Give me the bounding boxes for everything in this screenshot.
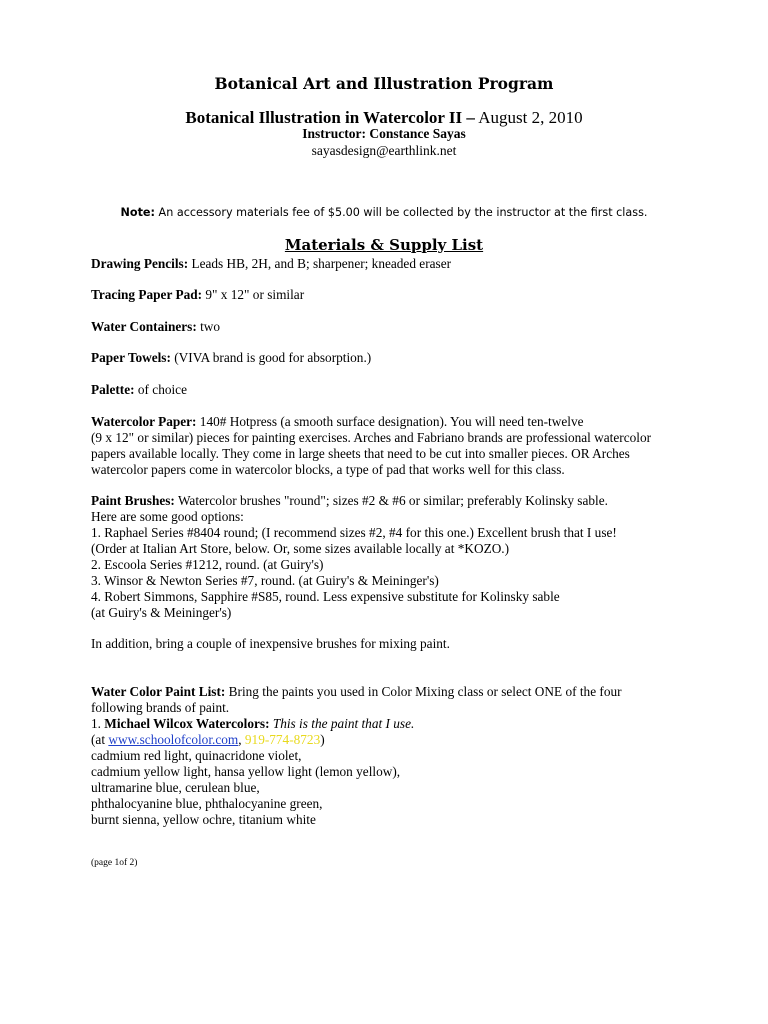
- brushes-line: 4. Robert Simmons, Sapphire #S85, round. Less expensive substitute for Kolinsky sable: [91, 589, 560, 604]
- mixing-brushes-note: In addition, bring a couple of inexpensive brushes for mixing paint.: [91, 636, 450, 651]
- phone-number: 919-774-8723: [244, 732, 321, 747]
- materials-title: Materials & Supply List: [284, 236, 484, 254]
- course-name: Botanical Illustration in Watercolor II –: [185, 108, 475, 127]
- paper-line: papers available locally. They come in large sheets that need to be cut into smaller pieces. OR Arches: [91, 446, 630, 461]
- item-label: Tracing Paper Pad:: [91, 287, 203, 302]
- paren-close: ): [320, 732, 325, 747]
- item-label: Drawing Pencils:: [91, 256, 189, 271]
- item-text: Watercolor brushes "round"; sizes #2 & #6 or similar; preferably Kolinsky sable.: [174, 493, 608, 508]
- paint-line: [91, 732, 691, 748]
- paper-line: watercolor papers come in watercolor blocks, a type of pad that works well for this class.: [91, 462, 565, 477]
- item-paint-list: [91, 684, 691, 828]
- item-tracing-paper: [91, 287, 691, 303]
- instructor-name: Instructor: Constance Sayas: [302, 126, 466, 141]
- paper-line: (9 x 12" or similar) pieces for painting exercises. Arches and Fabriano brands are professional watercolor: [91, 430, 652, 445]
- item-label: Water Containers:: [91, 319, 197, 334]
- color-line: cadmium yellow light, hansa yellow light (lemon yellow),: [91, 764, 401, 779]
- item-label: Water Color Paint List:: [91, 684, 226, 699]
- paint-comment: This is the paint that I use.: [269, 716, 415, 731]
- brushes-line: [91, 493, 691, 509]
- item-label: Paper Towels:: [91, 350, 171, 365]
- item-drawing-pencils: [91, 256, 691, 272]
- paint-line: [91, 716, 691, 732]
- paren-open: (at: [91, 732, 109, 747]
- comma: ,: [238, 732, 245, 747]
- color-line: burnt sienna, yellow ochre, titanium white: [91, 812, 316, 827]
- item-label: Palette:: [91, 382, 135, 397]
- item-text: of choice: [134, 382, 187, 397]
- paper-line: [91, 414, 711, 430]
- item-text: (VIVA brand is good for absorption.): [170, 350, 372, 365]
- item-text: two: [196, 319, 221, 334]
- item-text: 9" x 12" or similar: [202, 287, 305, 302]
- paint-line: [91, 684, 691, 700]
- color-line: ultramarine blue, cerulean blue,: [91, 780, 260, 795]
- page-footer: (page 1of 2): [91, 858, 138, 868]
- school-of-color-link[interactable]: www.schoolofcolor.com: [108, 732, 239, 747]
- item-paper-towels: [91, 350, 691, 366]
- brushes-line: (at Guiry's & Meininger's): [91, 605, 232, 620]
- item-watercolor-paper: [91, 414, 711, 478]
- item-label: Watercolor Paper:: [91, 414, 197, 429]
- note-text: An accessory materials fee of $5.00 will be collected by the instructor at the first class.: [154, 206, 648, 219]
- fee-note: [0, 206, 768, 219]
- item-text: Bring the paints you used in Color Mixing class or select ONE of the four: [225, 684, 622, 699]
- brushes-line: 2. Escoola Series #1212, round. (at Guiry's): [91, 557, 324, 572]
- paint-line: following brands of paint.: [91, 700, 230, 715]
- program-title: Botanical Art and Illustration Program: [214, 74, 554, 93]
- brushes-line: (Order at Italian Art Store, below. Or, some sizes available locally at *KOZO.): [91, 541, 510, 556]
- item-water-containers: [91, 319, 691, 335]
- course-title: [0, 108, 768, 128]
- instructor-email: sayasdesign@earthlink.net: [311, 143, 457, 158]
- item-palette: [91, 382, 691, 398]
- course-date: August 2, 2010: [474, 108, 583, 127]
- paint-number: 1.: [91, 716, 105, 731]
- brushes-line: Here are some good options:: [91, 509, 244, 524]
- paint-brand: Michael Wilcox Watercolors:: [104, 716, 270, 731]
- item-paint-brushes: [91, 493, 691, 621]
- color-line: cadmium red light, quinacridone violet,: [91, 748, 302, 763]
- note-label: Note:: [120, 206, 155, 219]
- brushes-line: 3. Winsor & Newton Series #7, round. (at Guiry's & Meininger's): [91, 573, 439, 588]
- brushes-line: 1. Raphael Series #8404 round; (I recommend sizes #2, #4 for this one.) Excellent brush that I use!: [91, 525, 617, 540]
- color-line: phthalocyanine blue, phthalocyanine green,: [91, 796, 323, 811]
- item-label: Paint Brushes:: [91, 493, 175, 508]
- item-text: 140# Hotpress (a smooth surface designation). You will need ten-twelve: [196, 414, 584, 429]
- item-text: Leads HB, 2H, and B; sharpener; kneaded eraser: [188, 256, 452, 271]
